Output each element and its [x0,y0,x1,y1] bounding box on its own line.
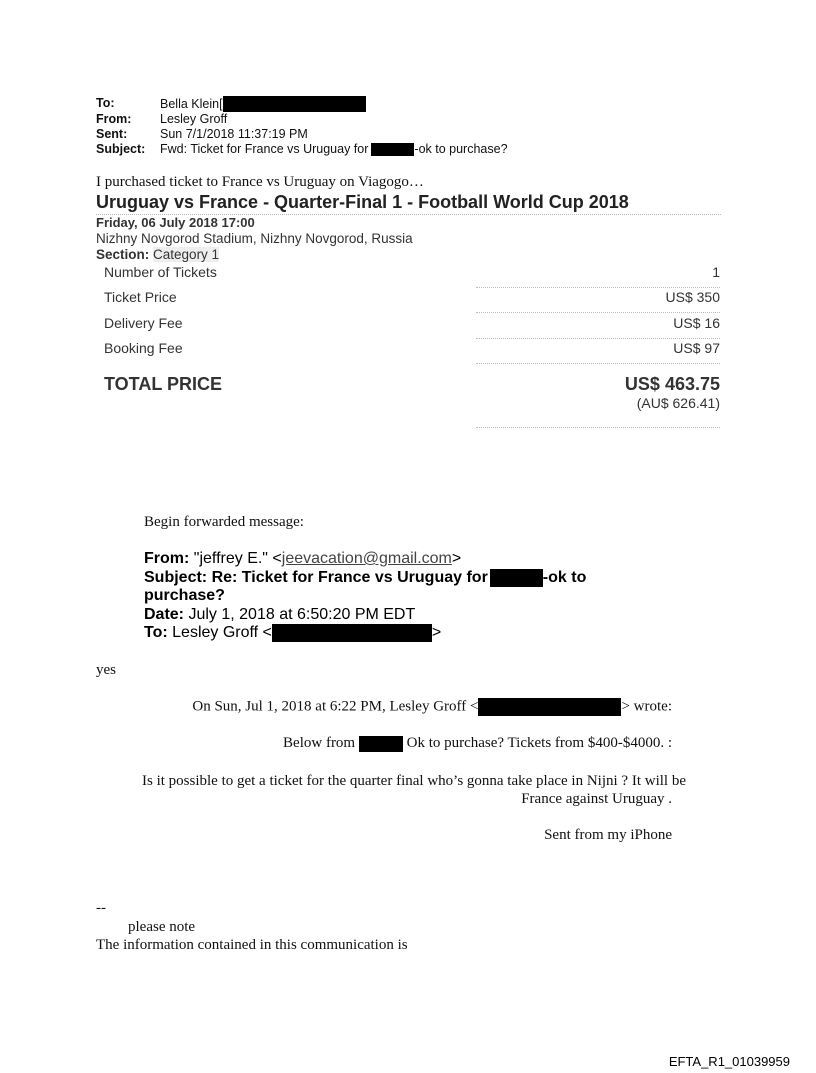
question-line-2: France against Uruguay . [521,791,672,807]
fwd-to-close: > [431,624,442,642]
to-value: Bella Klein[ [160,96,223,111]
please-note: please note [128,919,196,935]
question-line-1: Is it possible to get a ticket for the quarter final who’s gonna take place in Nijni ? It will be [141,773,686,789]
fwd-subject-row-2 [144,587,624,606]
from-value: Lesley Groff [160,112,228,126]
fwd-from-row [144,550,624,569]
fwd-to-row [144,624,624,643]
intro-text: I purchased ticket to France vs Uruguay on Viagogo… [96,174,424,190]
redaction-box [371,143,414,156]
dotted-divider [476,363,720,364]
dotted-divider [476,338,720,339]
fwd-subject-end: -ok to [542,568,587,586]
fwd-date-value: July 1, 2018 at 6:50:20 PM EDT [188,605,416,623]
fwd-from-label: From: [144,550,190,567]
fwd-date-row [144,606,624,625]
fwd-from-close: > [451,550,462,567]
quoted-attribution [96,698,672,716]
price-label: Delivery Fee [104,315,183,331]
event-section [96,247,219,262]
redaction-box [359,736,403,752]
price-label: Number of Tickets [104,264,217,280]
from-row [96,112,508,127]
reply-text: yes [96,662,116,678]
subject-label: Subject: [96,142,146,156]
price-value: US$ 350 [665,289,720,305]
sent-row [96,127,508,142]
event-venue: Nizhny Novgorod Stadium, Nizhny Novgorod, Russia [96,231,413,246]
redaction-box [478,698,621,716]
email-header [96,96,508,157]
redaction-box [490,569,543,587]
forwarded-header [144,550,624,643]
redaction-box [272,624,432,642]
event-date: Friday, 06 July 2018 17:00 [96,215,255,230]
sent-label: Sent: [96,127,128,141]
subject-row [96,142,508,157]
event-title: Uruguay vs France - Quarter-Final 1 - Football World Cup 2018 [96,192,721,215]
sent-value: Sun 7/1/2018 11:37:19 PM [160,127,308,141]
price-value: US$ 16 [673,315,720,331]
price-label: Ticket Price [104,289,177,305]
quoted-message [96,735,672,752]
fwd-subject-label: Subject: Re: Ticket for France vs Uruguay for [144,568,488,586]
to-label: To: [96,96,115,110]
from-label: From: [96,112,132,126]
signature-separator: -- [96,900,106,916]
fwd-from-name: "jeffrey E." < [193,550,282,567]
disclaimer-text: The information contained in this communication is [96,937,408,953]
fwd-subject-row [144,569,624,588]
signature: Sent from my iPhone [544,827,672,843]
quoted-question [96,772,686,808]
fwd-to-label: To: [144,624,168,642]
fwd-from-email-link[interactable]: jeevacation@gmail.com [281,550,452,567]
dotted-divider [476,312,720,313]
fwd-date-label: Date: [144,605,185,623]
forwarded-intro: Begin forwarded message: [144,514,304,530]
total-price-aud: (AU$ 626.41) [636,395,720,411]
redaction-box [223,96,366,112]
dotted-divider [476,427,720,428]
price-value: US$ 97 [673,340,720,356]
attribution-start: On Sun, Jul 1, 2018 at 6:22 PM, Lesley Groff < [192,698,479,715]
below-start: Below from [283,735,356,751]
subject-value-end: -ok to purchase? [414,142,508,156]
section-label: Section: [96,247,150,262]
price-value: 1 [712,264,720,280]
total-price-label: TOTAL PRICE [104,374,223,394]
attribution-end: > wrote: [621,698,672,715]
dotted-divider [476,287,720,288]
price-label: Booking Fee [104,340,183,356]
fwd-subject-line2: purchase? [144,587,225,605]
below-end: Ok to purchase? Tickets from $400-$4000. : [406,735,672,751]
to-row [96,96,508,112]
total-price-value: US$ 463.75 [624,374,720,394]
subject-value: Fwd: Ticket for France vs Uruguay for [160,142,369,156]
fwd-to-value: Lesley Groff < [172,624,272,642]
document-id: EFTA_R1_01039959 [668,1054,790,1069]
section-value: Category 1 [153,247,220,262]
